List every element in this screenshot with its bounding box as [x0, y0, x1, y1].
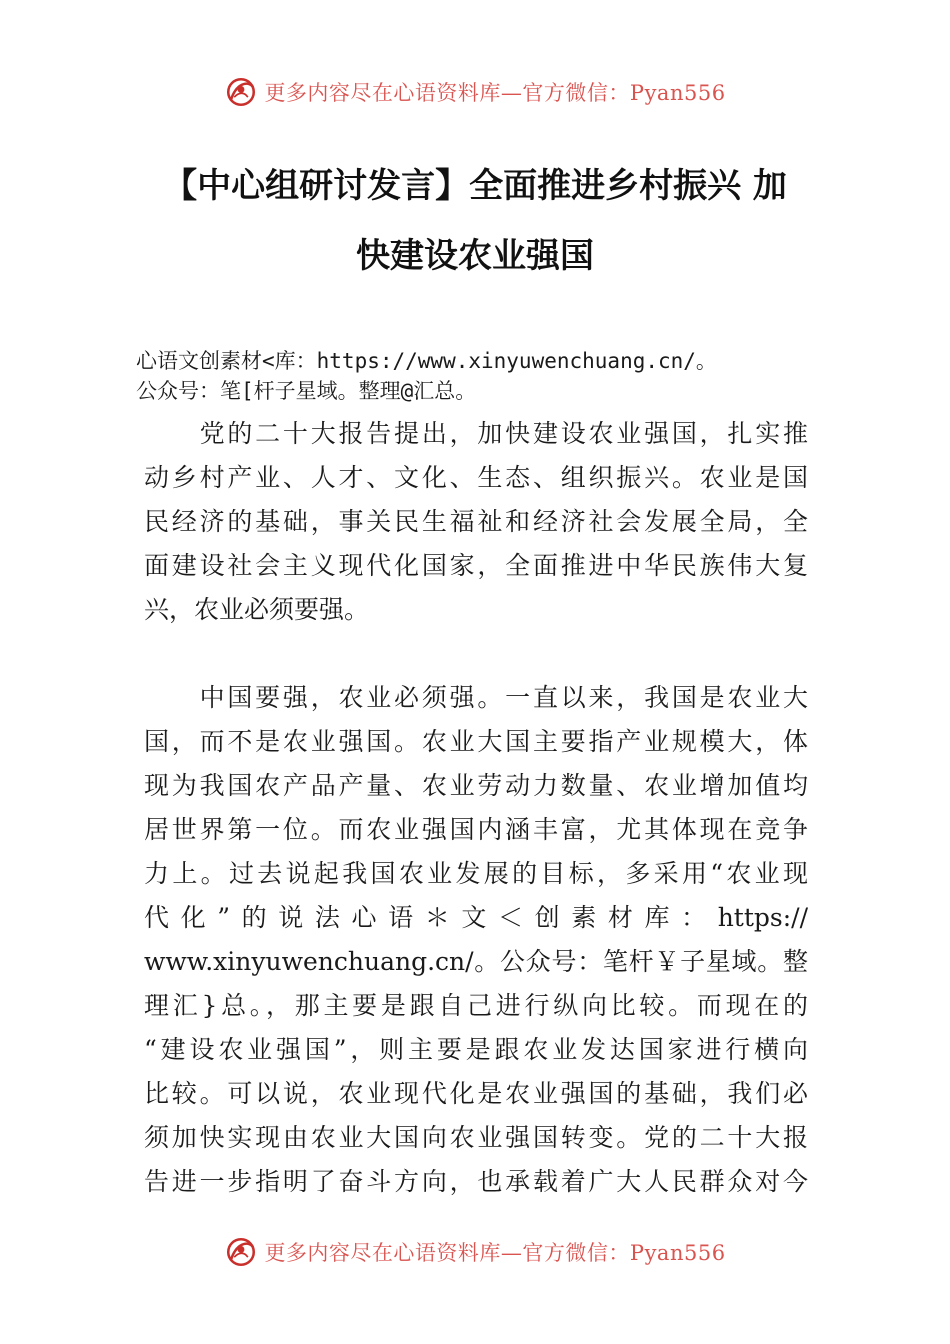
footer-banner — [0, 1232, 950, 1272]
paragraph-line: “建设农业强国”，则主要是跟农业发达国家进行横向 — [144, 1035, 808, 1064]
red-swirl-logo-icon — [224, 1235, 258, 1269]
page-title-line-1: 【中心组研讨发言】全面推进乡村振兴 加 — [163, 166, 787, 206]
paragraph-line: 居世界第一位。而农业强国内涵丰富，尤其体现在竞争 — [144, 815, 808, 844]
paragraph-line: 力上。过去说起我国农业发展的目标，多采用“农业现 — [144, 859, 808, 888]
paragraph-line: www.xinyuwenchuang.cn/。公众号：笔杆￥子星域。整 — [144, 947, 808, 976]
paragraph-line: 民经济的基础，事关民生福祉和经济社会发展全局，全 — [144, 507, 808, 536]
paragraph-line: 理汇}总。，那主要是跟自己进行纵向比较。而现在的 — [144, 991, 808, 1020]
header-banner-text: 更多内容尽在心语资料库—官方微信：Pyan556 — [264, 81, 726, 105]
paragraph-line: 告进一步指明了奋斗方向，也承载着广大人民群众对今 — [144, 1167, 808, 1196]
source-line: 公众号：笔[杆子星域。整理@汇总。 — [136, 379, 477, 403]
paragraph-line: 现为我国农产品产量、农业劳动力数量、农业增加值均 — [144, 771, 808, 800]
body-paragraph-1 — [144, 412, 808, 632]
header-banner — [0, 72, 950, 112]
paragraph-line: 中国要强，农业必须强。一直以来，我国是农业大 — [144, 683, 808, 712]
paragraph-line: 代化”的说法心语＊文＜创素材库：https:// — [144, 903, 808, 932]
source-line: 心语文创素材<库：https://www.xinyuwenchuang.cn/。 — [136, 349, 717, 373]
red-swirl-logo-icon — [224, 75, 258, 109]
paragraph-line: 比较。可以说，农业现代化是农业强国的基础，我们必 — [144, 1079, 808, 1108]
paragraph-line: 兴，农业必须要强。 — [144, 595, 370, 624]
footer-banner-text: 更多内容尽在心语资料库—官方微信：Pyan556 — [264, 1241, 726, 1265]
source-info — [136, 346, 826, 406]
paragraph-line: 须加快实现由农业大国向农业强国转变。党的二十大报 — [144, 1123, 808, 1152]
paragraph-line: 动乡村产业、人才、文化、生态、组织振兴。农业是国 — [144, 463, 808, 492]
paragraph-line: 国，而不是农业强国。农业大国主要指产业规模大，体 — [144, 727, 808, 756]
paragraph-line: 面建设社会主义现代化国家，全面推进中华民族伟大复 — [144, 551, 808, 580]
paragraph-line: 党的二十大报告提出，加快建设农业强国，扎实推 — [144, 419, 808, 448]
body-paragraph-2 — [144, 676, 808, 1204]
page-title-line-2: 快建设农业强国 — [356, 236, 594, 276]
